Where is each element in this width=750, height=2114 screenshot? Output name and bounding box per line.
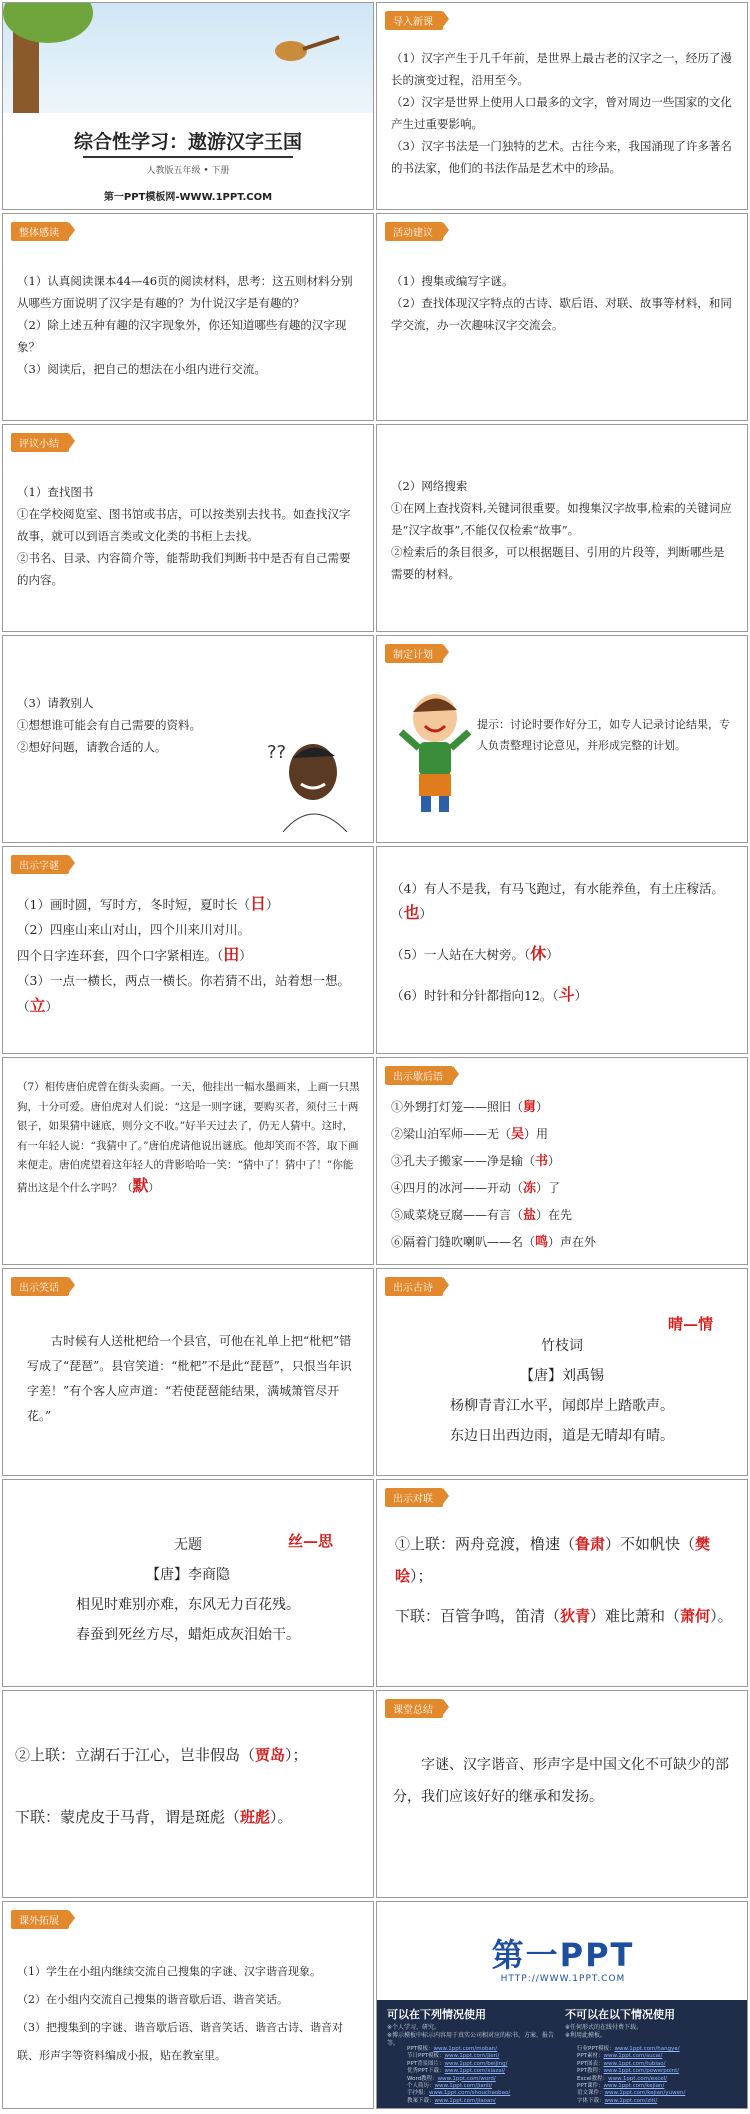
plan-tip: 提示：讨论时要作好分工，如专人记录讨论结果，专人负责整理讨论意见，并形成完整的计划。: [477, 718, 730, 752]
link-row[interactable]: Excel教程：www.1ppt.com/excel/: [577, 2075, 668, 2082]
promo-logo-area: [377, 1902, 748, 2000]
pipa-icon: [273, 33, 343, 63]
slide-plan: [376, 635, 748, 843]
slide-tag: 活动建议: [385, 222, 443, 241]
cover-subtitle: 人教版五年级 • 下册: [146, 166, 230, 176]
riddle-answer: 立: [29, 996, 46, 1015]
slide-body: [17, 1958, 361, 2070]
couplet-answer: 班彪: [240, 1808, 271, 1826]
couplet-answer: 狄青: [560, 1607, 591, 1625]
text-line: （2）在小组内交流自己搜集的谐音歇后语、谐音笑话。: [17, 1993, 288, 2006]
cover-brand: 第一PPT模板网-WWW.1PPT.COM: [103, 192, 273, 203]
text-line: ②想好问题，请教合适的人。: [17, 740, 167, 754]
slide-body: [17, 481, 361, 591]
link-row[interactable]: PPT背景图片：www.1ppt.com/beijing/: [407, 2060, 508, 2067]
slide-conclusion: [376, 1690, 748, 1898]
link-row[interactable]: Word教程：www.1ppt.com/word/: [407, 2075, 496, 2082]
forbidden-note: ※任何形式的在线付费下载。: [565, 2024, 643, 2031]
couplet-answer: 樊哙: [395, 1535, 711, 1585]
couplet-answer: 萧何: [680, 1607, 711, 1625]
slide-promo: [376, 1901, 748, 2109]
slide-tag: 整体感读: [11, 222, 69, 241]
allowed-note: ※博示模板中标示内容用于真实公司相对应的标书、方案、报告等。: [387, 2032, 555, 2047]
couplet-lower: 下联：百管争鸣，笛清（狄青）难比萧和（萧何）。: [395, 1607, 733, 1625]
couplet-upper: ①上联：两舟竞渡，橹速（鲁肃）不如帆快（樊哙）；: [395, 1535, 711, 1585]
link-row[interactable]: 教案下载：www.1ppt.com/jiaoan/: [407, 2097, 496, 2104]
slide-ask-others: [2, 635, 374, 843]
right-links: [577, 2046, 748, 2105]
link-row[interactable]: PPT模板：www.1ppt.com/moban/: [407, 2046, 498, 2052]
slide-joke: [2, 1268, 374, 1476]
riddle-story: （7）相传唐伯虎曾在街头卖画。一天，他挂出一幅水墨画来，上画一只黑狗，十分可爱。唐伯虎对人们说：“这是一则字谜，要购买者，须付三十两银子，如果猜中谜底，则分文不收。”好半天过去了，仍无人猜中。这时，有一年轻人说：“我猜中了。”唐伯虎请他说出谜底。他却笑而不答，取下画来便走。唐伯虎望着这年轻人的背影哈哈一笑：“猜中了！猜中了！”你能猜出这是个什么字吗？（默）: [17, 1081, 360, 1195]
slide-activity: [376, 213, 748, 421]
tree-illustration: [13, 3, 39, 113]
slide-riddle-story: [2, 1057, 374, 1265]
slide-tag: 评议小结: [11, 433, 69, 452]
slide-body: [391, 47, 735, 179]
slide-couplet-2: [2, 1690, 374, 1898]
text-line: （2）汉字是世界上使用人口最多的文字，曾对周边一些国家的文化产生过重要影响。: [391, 95, 732, 131]
text-line: （1）认真阅读课本44—46页的阅读材料，思考：这五则材料分别从哪些方面说明了汉字是有趣的？为什说汉字是有趣的？: [17, 274, 353, 310]
poem-line: 相见时难别亦难，东风无力百花残。: [76, 1597, 300, 1613]
riddle-2-cont: 四个日字连环套，四个口字紧相连。（田）: [17, 945, 252, 964]
slide-body: [17, 270, 361, 380]
riddle-answer: 休: [530, 944, 547, 963]
forbidden-use: [565, 2006, 740, 2040]
xiehouyu-answer: 冻: [523, 1181, 537, 1196]
thinking-man-illustration: [263, 722, 353, 832]
svg-text:??: ??: [267, 742, 287, 763]
riddle-answer: 日: [249, 894, 266, 913]
conclusion-text: 字谜、汉字谐音、形声字是中国文化不可缺少的部分，我们应该好好的继承和发扬。: [393, 1757, 729, 1805]
slide-tag: 课外拓展: [11, 1910, 69, 1929]
slide-riddles-2: [376, 846, 748, 1054]
joke-text: 古时候有人送枇杷给一个县官，可他在礼单上把“枇杷”错写成了“琵琶”。县官笑道：“枇杷”不是此“琵琶”，只恨当年识字差！”有个客人应声道：“若使琵琶能结果，满城箫管尽开花。”: [27, 1334, 352, 1423]
boy-illustration: [395, 686, 475, 816]
xiehouyu-answer: 舅: [523, 1100, 537, 1115]
riddle-4: （4）有人不是我，有马飞跑过，有水能养鱼，有土庄稼活。（也）: [391, 881, 724, 922]
riddle-6: （6）时针和分针都指向12。（斗）: [391, 985, 588, 1004]
slide-cover: [2, 2, 374, 210]
riddle-answer: 默: [132, 1175, 149, 1195]
slide-summary: [2, 424, 374, 632]
text-line: （1）学生在小组内继续交流自己搜集的字谜、汉字谐音现象。: [17, 1965, 321, 1978]
poem-line: 东边日出西边雨，道是无晴却有晴。: [450, 1428, 674, 1444]
slide-xiehouyu: [376, 1057, 748, 1265]
link-row[interactable]: 字体下载：www.1ppt.com/ziti/: [577, 2097, 658, 2104]
riddle-1: （1）画时圆，写时方，冬时短，夏时长（日）: [17, 894, 279, 913]
couplet-upper: ②上联：立湖石于江心，岂非假岛（贾岛）；: [15, 1746, 308, 1764]
poem-title: 竹枝词: [541, 1338, 583, 1354]
slide-body: [391, 270, 735, 336]
slide-body: [17, 891, 361, 1019]
slide-poem-1: [376, 1268, 748, 1476]
homophone-answer: 晴—情: [667, 1315, 713, 1333]
xiehouyu-answer: 书: [535, 1154, 549, 1169]
slide-body: [391, 877, 735, 1008]
slide-tag: 课堂总结: [385, 1699, 443, 1718]
slide-body: [17, 1078, 361, 1198]
link-row[interactable]: 个人简历：www.1ppt.com/jianli/: [407, 2083, 493, 2090]
riddle-2: （2）四座山来山对山，四个川来川对川。: [17, 922, 250, 937]
text-line: （3）把搜集到的字谜、谐音歇后语、谐音笑话、谐音古诗、谐音对联、形声字等资料编成小报，贴在教室里。: [17, 2021, 343, 2062]
couplet-answer: 鲁肃: [575, 1535, 606, 1553]
text-line: （1）汉字产生于几千年前，是世界上最古老的汉字之一，经历了漫长的演变过程，沿用至今。: [391, 51, 732, 87]
slide-couplet-1: [376, 1479, 748, 1687]
riddle-5: （5）一人站在大树旁。（休）: [391, 944, 559, 963]
poem-author: 【唐】李商隐: [146, 1567, 230, 1583]
xiehouyu-item: ⑤咸菜烧豆腐——有言（盐）在先: [391, 1208, 573, 1223]
text-line: （2）除上述五种有趣的汉字现象外，你还知道哪些有趣的汉字现象？: [17, 318, 347, 354]
slide-tag: 制定计划: [385, 644, 443, 663]
slide-tag: 出示古诗: [385, 1277, 443, 1296]
text-line: （3）请教别人: [17, 696, 94, 710]
poem-author: 【唐】刘禹锡: [520, 1368, 604, 1384]
poem-title: 无题: [174, 1537, 202, 1553]
slide-extension: [2, 1901, 374, 2109]
slide-poem-2: [2, 1479, 374, 1687]
text-line: ①在网上查找资料,关键词很重要。如搜集汉字故事,检索的关键词应是“汉字故事”,不能仅仅检索“故事”。: [391, 501, 732, 537]
slide-tag: 出示笑话: [11, 1277, 69, 1296]
text-line: （1）搜集或编写字谜。: [391, 274, 514, 288]
xiehouyu-item: ⑥隔着门缝吹喇叭——名（鸣）声在外: [391, 1235, 597, 1250]
link-row[interactable]: 节日PPT模板：www.1ppt.com/jieri/: [407, 2053, 500, 2060]
riddle-3: （3）一点一横长，两点一横长。你若猜不出，站着想一想。（立）: [17, 973, 350, 1015]
couplet-answer: 贾岛: [255, 1746, 286, 1764]
brand-url[interactable]: HTTP://WWW.1PPT.COM: [500, 1974, 626, 1984]
xiehouyu-item: ④四月的冰河——开动（冻）了: [391, 1181, 561, 1196]
slide-tag: 出示字谜: [11, 855, 69, 874]
slide-tag: 导入新课: [385, 11, 443, 30]
left-links: [407, 2046, 582, 2105]
link-row[interactable]: PPT教程：www.1ppt.com/powerpoint/: [577, 2068, 680, 2075]
link-row[interactable]: PPT课件：www.1ppt.com/kejian/: [577, 2083, 665, 2090]
allowed-title: 可以在下列情况使用: [387, 2008, 486, 2021]
forbidden-note: ※利用此模板。: [565, 2032, 607, 2039]
slide-tag: 出示对联: [385, 1488, 443, 1507]
link-row[interactable]: PPT图表：www.1ppt.com/tubiao/: [577, 2060, 666, 2067]
slide-body: [391, 475, 735, 585]
slide-intro: [376, 2, 748, 210]
couplet-lower: 下联：蒙虎皮于马背，谓是斑彪（班彪）。: [15, 1808, 293, 1826]
poem-line: 春蚕到死丝方尽，蜡炬成灰泪始干。: [76, 1627, 300, 1643]
xiehouyu-answer: 吴: [511, 1127, 525, 1142]
text-line: ②书名、目录、内容简介等，能帮助我们判断书中是否有自己需要的内容。: [17, 551, 351, 587]
brand-logo: 第一PPT: [491, 1936, 635, 1974]
riddle-answer: 斗: [558, 985, 575, 1004]
link-row[interactable]: 语文课件：www.1ppt.com/kejian/yuwen/: [577, 2090, 686, 2097]
xiehouyu-item: ③孔夫子搬家——净是输（书）: [391, 1154, 561, 1169]
cover-underline: [83, 156, 293, 158]
riddle-answer: 田: [223, 945, 240, 964]
forbidden-title: 不可以在以下情况使用: [565, 2008, 675, 2021]
promo-info: [377, 2000, 748, 2109]
link-row[interactable]: 行业PPT模板：www.1ppt.com/hangye/: [577, 2046, 680, 2052]
riddle-answer: 也: [403, 903, 420, 922]
xiehouyu-item: ①外甥打灯笼——照旧（舅）: [391, 1100, 549, 1115]
link-row[interactable]: PPT素材：www.1ppt.com/sucai/: [577, 2053, 663, 2060]
text-line: （2）网络搜索: [391, 479, 468, 493]
link-row[interactable]: 优秀PPT下载：www.1ppt.com/xiazai/: [407, 2068, 506, 2075]
text-line: ①想想谁可能会有自己需要的资料。: [17, 718, 201, 732]
slide-riddles-1: [2, 846, 374, 1054]
slide-reading: [2, 213, 374, 421]
xiehouyu-answer: 鸣: [535, 1235, 549, 1250]
slide-body: [391, 1094, 735, 1256]
text-line: （3）汉字书法是一门独特的艺术。古往今来，我国涌现了许多著名的书法家，他们的书法作品是艺术中的珍品。: [391, 139, 732, 175]
cover-title: 综合性学习：遨游汉字王国: [73, 131, 302, 153]
text-line: ①在学校阅览室、图书馆或书店，可以按类别去找书。如查找汉字故事，就可以到语言类或文化类的书柜上去找。: [17, 507, 351, 543]
allowed-note: ※个人学习、研究。: [387, 2024, 441, 2031]
text-line: ②检索后的条目很多，可以根据题目、引用的片段等，判断哪些是需要的材料。: [391, 545, 725, 581]
text-line: （1）查找图书: [17, 485, 94, 499]
slide-tag: 出示歇后语: [385, 1066, 453, 1085]
homophone-answer: 丝—思: [287, 1532, 333, 1550]
slide-web-search: [376, 424, 748, 632]
text-line: （3）阅读后，把自己的想法在小组内进行交流。: [17, 362, 266, 376]
xiehouyu-answer: 盐: [523, 1208, 537, 1223]
poem-line: 杨柳青青江水平，闻郎岸上踏歌声。: [450, 1398, 674, 1414]
text-line: （2）查找体现汉字特点的古诗、歇后语、对联、故事等材料，和同学交流，办一次趣味汉字交流会。: [391, 296, 732, 332]
link-row[interactable]: 手抄报：www.1ppt.com/shouchaobao/: [407, 2090, 511, 2097]
allowed-use: [387, 2006, 562, 2048]
xiehouyu-item: ②梁山泊军师——无（吴）用: [391, 1127, 549, 1142]
